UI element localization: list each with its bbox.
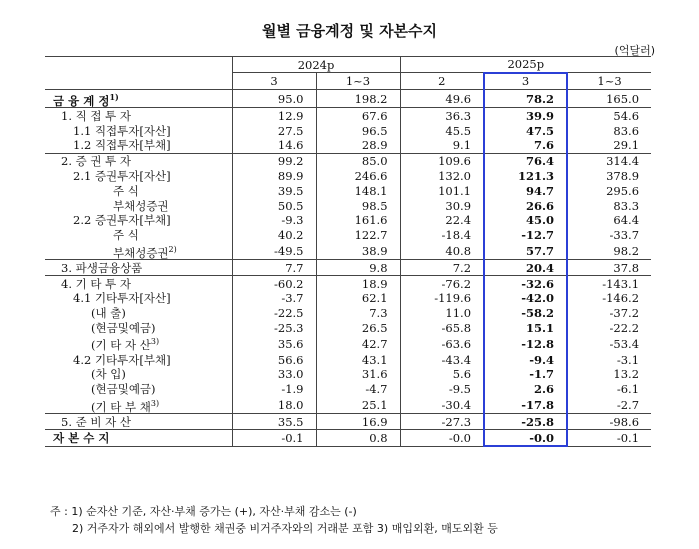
- value-cell: -22.5: [232, 306, 316, 321]
- table-row: [45, 228, 651, 243]
- table-row: [45, 335, 651, 352]
- row-label-text: 5. 준 비 자 산: [61, 414, 132, 429]
- highlight-value-cell: 26.6: [484, 198, 567, 213]
- value-cell: 5.6: [400, 367, 484, 382]
- row-label: [45, 228, 232, 243]
- value-cell: 45.5: [400, 123, 484, 138]
- value-cell: -119.6: [400, 291, 484, 306]
- footnote-line: 2) 거주자가 해외에서 발행한 채권중 비거주자와의 거래분 포함 3) 매입외환, 매도외환 등: [72, 522, 498, 535]
- value-cell: 314.4: [567, 153, 651, 168]
- highlight-value-cell: -12.7: [484, 228, 567, 243]
- value-cell: -4.7: [316, 382, 400, 397]
- row-label-text: 2.1 증권투자[자산]: [73, 169, 171, 183]
- table-row: [45, 291, 651, 306]
- row-label: [45, 183, 232, 198]
- table-row: [45, 213, 651, 228]
- row-label: [45, 276, 232, 291]
- value-cell: 161.6: [316, 213, 400, 228]
- footnote-marker: 1): [109, 91, 119, 102]
- value-cell: 25.1: [316, 397, 400, 414]
- header-corner: [45, 57, 232, 90]
- row-label-text: 3. 파생금융상품: [61, 260, 143, 275]
- value-cell: 83.6: [567, 123, 651, 138]
- value-cell: 148.1: [316, 183, 400, 198]
- table-row: [45, 123, 651, 138]
- row-label-text: 4. 기 타 투 자: [61, 276, 132, 291]
- row-label: [45, 138, 232, 153]
- value-cell: 29.1: [567, 138, 651, 153]
- row-label: [45, 89, 232, 108]
- row-label-text: 부채성증권: [113, 198, 169, 213]
- highlight-value-cell: 78.2: [484, 89, 567, 108]
- row-label: [45, 367, 232, 382]
- row-label-text: 부채성증권: [113, 245, 169, 260]
- row-label: [45, 382, 232, 397]
- highlight-value-cell: 57.7: [484, 243, 567, 260]
- value-cell: 9.8: [316, 260, 400, 276]
- value-cell: 18.9: [316, 276, 400, 291]
- value-cell: 36.3: [400, 108, 484, 123]
- value-cell: 378.9: [567, 169, 651, 184]
- value-cell: -3.1: [567, 352, 651, 367]
- value-cell: 40.8: [400, 243, 484, 260]
- value-cell: 89.9: [232, 169, 316, 184]
- highlight-value-cell: -42.0: [484, 291, 567, 306]
- row-label: [45, 352, 232, 367]
- page-title: 월별 금융계정 및 자본수지: [261, 22, 438, 40]
- table-row: [45, 352, 651, 367]
- value-cell: 11.0: [400, 306, 484, 321]
- unit-label: (억달러): [614, 44, 655, 57]
- row-label-text: 1. 직 접 투 자: [61, 108, 132, 123]
- year-2025-header: 2025p: [400, 57, 651, 73]
- row-label-text: 2. 증 권 투 자: [61, 154, 132, 169]
- table-row: [45, 397, 651, 414]
- table-row: [45, 108, 651, 123]
- value-cell: -22.2: [567, 321, 651, 336]
- value-cell: -49.5: [232, 243, 316, 260]
- highlight-value-cell: 39.9: [484, 108, 567, 123]
- financial-account-table: [45, 56, 651, 447]
- col-header: 2: [400, 73, 484, 89]
- highlight-value-cell: -12.8: [484, 335, 567, 352]
- value-cell: 14.6: [232, 138, 316, 153]
- value-cell: 7.3: [316, 306, 400, 321]
- value-cell: -30.4: [400, 397, 484, 414]
- value-cell: -63.6: [400, 335, 484, 352]
- highlight-value-cell: 2.6: [484, 382, 567, 397]
- col-header: 1~3: [316, 73, 400, 89]
- value-cell: -146.2: [567, 291, 651, 306]
- value-cell: -0.1: [232, 430, 316, 446]
- highlight-value-cell: 94.7: [484, 183, 567, 198]
- value-cell: 67.6: [316, 108, 400, 123]
- value-cell: 18.0: [232, 397, 316, 414]
- row-label: [45, 306, 232, 321]
- highlight-value-cell: 45.0: [484, 213, 567, 228]
- row-label-text: (현금및예금): [91, 382, 156, 397]
- value-cell: 0.8: [316, 430, 400, 446]
- row-label: [45, 430, 232, 446]
- value-cell: 7.7: [232, 260, 316, 276]
- row-label-text: (내 출): [91, 306, 126, 321]
- value-cell: 39.5: [232, 183, 316, 198]
- row-label: [45, 243, 232, 260]
- value-cell: -1.9: [232, 382, 316, 397]
- footnote-line: 주 : 1) 순자산 기준, 자산·부채 증가는 (+), 자산·부채 감소는 (-): [50, 505, 357, 518]
- row-label: [45, 108, 232, 123]
- table-row: [45, 382, 651, 397]
- footnote-marker: 3): [150, 398, 160, 408]
- highlight-value-cell: -1.7: [484, 367, 567, 382]
- value-cell: 27.5: [232, 123, 316, 138]
- row-label: [45, 321, 232, 336]
- value-cell: 49.6: [400, 89, 484, 108]
- year-2024-header: 2024p: [232, 57, 400, 73]
- value-cell: 56.6: [232, 352, 316, 367]
- value-cell: 12.9: [232, 108, 316, 123]
- value-cell: -76.2: [400, 276, 484, 291]
- value-cell: 50.5: [232, 198, 316, 213]
- row-label: [45, 260, 232, 276]
- value-cell: -3.7: [232, 291, 316, 306]
- value-cell: 198.2: [316, 89, 400, 108]
- value-cell: 30.9: [400, 198, 484, 213]
- row-label-text: 주 식: [113, 183, 139, 198]
- row-label-text: (차 입): [91, 367, 126, 382]
- value-cell: 35.6: [232, 335, 316, 352]
- value-cell: 85.0: [316, 153, 400, 168]
- value-cell: 7.2: [400, 260, 484, 276]
- table-row: [45, 243, 651, 260]
- value-cell: 16.9: [316, 414, 400, 430]
- footnote-marker: 3): [150, 337, 160, 347]
- table-row: [45, 306, 651, 321]
- value-cell: -2.7: [567, 397, 651, 414]
- table-row: [45, 169, 651, 184]
- table-row: [45, 276, 651, 291]
- value-cell: 95.0: [232, 89, 316, 108]
- value-cell: 83.3: [567, 198, 651, 213]
- value-cell: -37.2: [567, 306, 651, 321]
- value-cell: -9.3: [232, 213, 316, 228]
- value-cell: 40.2: [232, 228, 316, 243]
- value-cell: -6.1: [567, 382, 651, 397]
- value-cell: -143.1: [567, 276, 651, 291]
- value-cell: 122.7: [316, 228, 400, 243]
- value-cell: -0.0: [400, 430, 484, 446]
- table-row: [45, 414, 651, 430]
- value-cell: 64.4: [567, 213, 651, 228]
- row-label-text: 1.2 직접투자[부채]: [73, 138, 171, 153]
- table-row: [45, 153, 651, 168]
- table-row: [45, 89, 651, 108]
- highlight-value-cell: -32.6: [484, 276, 567, 291]
- col-header-highlight: 3: [484, 73, 567, 89]
- value-cell: 99.2: [232, 153, 316, 168]
- footnote-marker: 2): [168, 244, 177, 254]
- highlight-value-cell: 20.4: [484, 260, 567, 276]
- value-cell: -27.3: [400, 414, 484, 430]
- value-cell: 132.0: [400, 169, 484, 184]
- value-cell: 33.0: [232, 367, 316, 382]
- table-row: [45, 430, 651, 446]
- value-cell: 98.2: [567, 243, 651, 260]
- table-row: [45, 183, 651, 198]
- value-cell: 9.1: [400, 138, 484, 153]
- value-cell: 28.9: [316, 138, 400, 153]
- highlight-value-cell: 15.1: [484, 321, 567, 336]
- table-row: [45, 198, 651, 213]
- value-cell: -43.4: [400, 352, 484, 367]
- highlight-value-cell: -0.0: [484, 430, 567, 446]
- value-cell: 35.5: [232, 414, 316, 430]
- row-label-text: 4.1 기타투자[자산]: [73, 291, 171, 306]
- value-cell: 98.5: [316, 198, 400, 213]
- value-cell: 165.0: [567, 89, 651, 108]
- value-cell: 54.6: [567, 108, 651, 123]
- row-label-text: (기 타 자 산: [91, 338, 151, 353]
- value-cell: -98.6: [567, 414, 651, 430]
- row-label-text: 주 식: [113, 228, 139, 243]
- highlight-value-cell: 47.5: [484, 123, 567, 138]
- table-row: [45, 138, 651, 153]
- row-label-text: 금 융 계 정: [53, 93, 110, 108]
- value-cell: 22.4: [400, 213, 484, 228]
- row-label: [45, 169, 232, 184]
- table-row: [45, 321, 651, 336]
- row-label-text: (현금및예금): [91, 321, 156, 335]
- highlight-value-cell: 7.6: [484, 138, 567, 153]
- value-cell: 101.1: [400, 183, 484, 198]
- highlight-value-cell: -25.8: [484, 414, 567, 430]
- row-label-text: (기 타 부 채: [91, 399, 151, 414]
- highlight-value-cell: -58.2: [484, 306, 567, 321]
- value-cell: 26.5: [316, 321, 400, 336]
- row-label: [45, 153, 232, 168]
- value-cell: 96.5: [316, 123, 400, 138]
- col-header: 1~3: [567, 73, 651, 89]
- footnotes: [50, 503, 690, 537]
- value-cell: 62.1: [316, 291, 400, 306]
- col-header: 3: [232, 73, 316, 89]
- highlight-value-cell: -9.4: [484, 352, 567, 367]
- row-label: [45, 335, 232, 352]
- value-cell: 31.6: [316, 367, 400, 382]
- row-label: [45, 397, 232, 414]
- row-label-text: 1.1 직접투자[자산]: [73, 123, 171, 138]
- row-label-text: 자 본 수 지: [53, 430, 110, 445]
- value-cell: 109.6: [400, 153, 484, 168]
- value-cell: 37.8: [567, 260, 651, 276]
- row-label: [45, 123, 232, 138]
- value-cell: 43.1: [316, 352, 400, 367]
- value-cell: -33.7: [567, 228, 651, 243]
- row-label-text: 4.2 기타투자[부채]: [73, 352, 171, 367]
- value-cell: -53.4: [567, 335, 651, 352]
- table-row: [45, 260, 651, 276]
- value-cell: -65.8: [400, 321, 484, 336]
- value-cell: 42.7: [316, 335, 400, 352]
- row-label: [45, 213, 232, 228]
- value-cell: 13.2: [567, 367, 651, 382]
- highlight-value-cell: 121.3: [484, 169, 567, 184]
- row-label: [45, 414, 232, 430]
- value-cell: 246.6: [316, 169, 400, 184]
- row-label: [45, 291, 232, 306]
- table-row: [45, 367, 651, 382]
- highlight-value-cell: -17.8: [484, 397, 567, 414]
- row-label: [45, 198, 232, 213]
- value-cell: -18.4: [400, 228, 484, 243]
- value-cell: 38.9: [316, 243, 400, 260]
- value-cell: 295.6: [567, 183, 651, 198]
- row-label-text: 2.2 증권투자[부채]: [73, 213, 171, 228]
- highlight-value-cell: 76.4: [484, 153, 567, 168]
- value-cell: -60.2: [232, 276, 316, 291]
- value-cell: -0.1: [567, 430, 651, 446]
- value-cell: -25.3: [232, 321, 316, 336]
- value-cell: -9.5: [400, 382, 484, 397]
